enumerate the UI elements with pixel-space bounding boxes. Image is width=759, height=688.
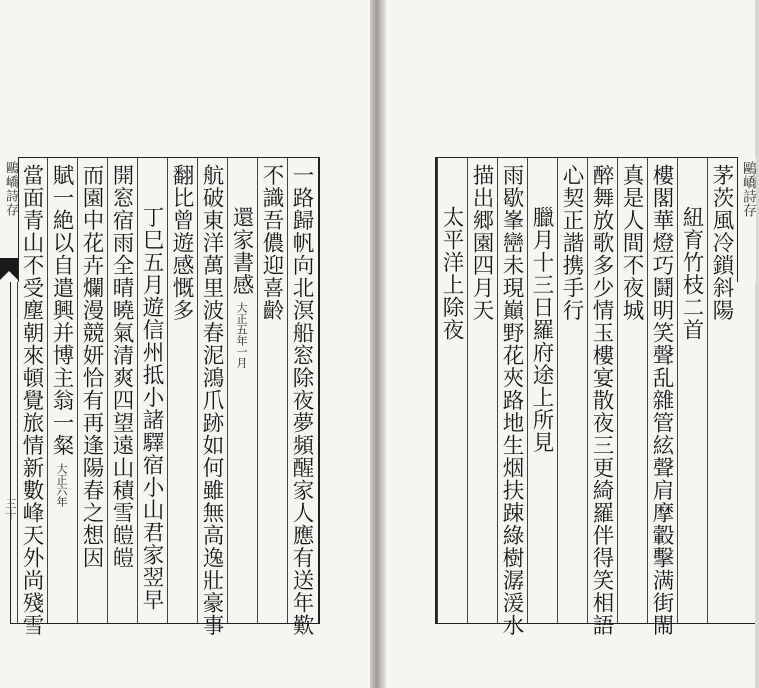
column-text: 茅茨風冷鎖斜陽 — [709, 164, 734, 322]
left-page-column — [167, 158, 197, 623]
right-page-column — [707, 158, 737, 623]
right-page-column — [617, 158, 647, 623]
fishtail-mark — [0, 256, 24, 282]
page-number: 三十 — [4, 498, 17, 520]
left-page-column — [227, 158, 257, 623]
spine-title: 鷗嶠詩存 — [3, 161, 18, 217]
right-page-column — [437, 158, 467, 623]
right-text-frame — [435, 157, 755, 637]
column-text: 臘月十三日羅府途上所見 — [529, 206, 554, 454]
column-text: 心契正諧携手行 — [559, 164, 584, 322]
column-text: 真是人間不夜城 — [619, 164, 644, 322]
right-edge-tab — [737, 157, 756, 282]
right-page-column — [587, 158, 617, 637]
left-page-column — [287, 158, 317, 637]
left-page-column — [17, 158, 47, 637]
column-text: 翻比曾遊感慨多 — [169, 164, 194, 322]
left-page-column — [107, 158, 137, 623]
column-text: 太平洋上除夜 — [439, 206, 464, 341]
column-text: 紐育竹枝二首 — [679, 206, 704, 341]
column-text: 樓閣華燈巧鬪明笑聲乱雜管絃聲肩摩轂擊满街閙 — [649, 164, 674, 637]
column-text: 醉舞放歌多少情玉樓宴散夜三更綺羅伴得笑相語 — [589, 164, 614, 637]
column-text: 雨歇峯巒未現巔野花夾路地生烟扶踈綠樹潺湲水 — [499, 164, 524, 637]
column-text: 不識吾儂迎喜齡 — [259, 164, 284, 322]
column-text: 一路歸帆向北溟船窓除夜夢頻醒家人應有送年歎 — [289, 164, 314, 637]
right-page-column — [497, 158, 527, 637]
column-text: 當面青山不受塵朝來頓覺旅情新數峰天外尚殘雪 — [19, 164, 44, 637]
left-text-frame — [10, 157, 320, 637]
right-page-column — [647, 158, 677, 637]
column-text: 賦一絶以自遣興并博主翁一粲大正六年 — [48, 164, 77, 507]
left-page-column — [47, 158, 77, 623]
edge-fragment: 鷗嶠詩存 — [741, 161, 757, 217]
date-note: 大正六年 — [55, 462, 68, 507]
column-text: 丁巳五月遊信州抵小諸驛宿小山君家翌早 — [139, 206, 164, 611]
right-page-column — [557, 158, 587, 623]
column-text: 航破東洋萬里波春泥鴻爪跡如何雖無高逸壯豪事 — [199, 164, 224, 637]
right-page-column — [527, 158, 557, 623]
left-page-column — [197, 158, 227, 637]
column-text: 開窓宿雨全晴曉氣清爽四望遠山積雪皚皚 — [109, 164, 134, 569]
left-page-column — [77, 158, 107, 623]
left-page-column — [257, 158, 287, 623]
date-note: 大正五年一月 — [235, 302, 248, 368]
column-text: 而園中花卉爛漫競妍恰有再逢陽春之想因 — [79, 164, 104, 569]
right-page-column — [677, 158, 707, 623]
left-page-column — [137, 158, 167, 623]
right-page-column — [467, 158, 497, 623]
book-gutter — [370, 0, 386, 688]
column-text: 描出郷園四月天 — [469, 164, 494, 322]
column-text: 還家書感大正五年一月 — [228, 206, 257, 368]
